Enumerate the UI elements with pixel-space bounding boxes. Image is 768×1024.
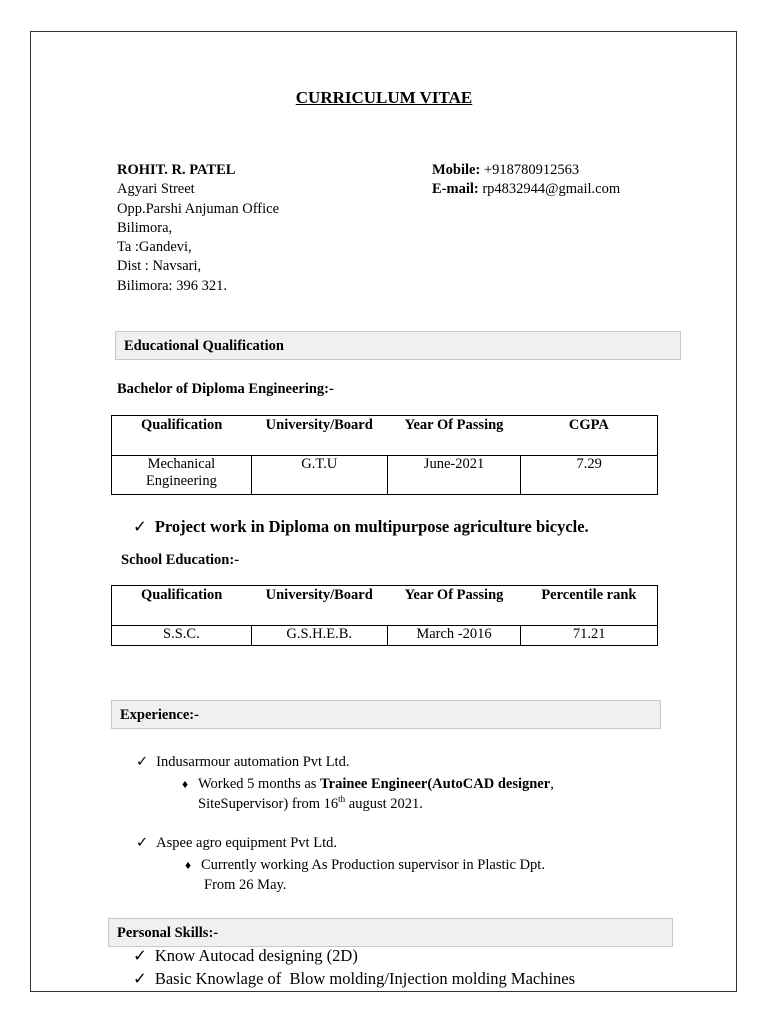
- detail-role: Trainee Engineer(AutoCAD designer: [320, 776, 551, 792]
- experience-detail: [185, 856, 545, 875]
- table-cell: 7.29: [521, 456, 658, 495]
- address-line: Ta :Gandevi,: [117, 239, 192, 256]
- table-header-cell: University/Board: [251, 416, 387, 456]
- table-row: [112, 626, 658, 646]
- email-address: rp4832944@gmail.com: [482, 181, 621, 198]
- project-text: Project work in Diploma on multipurpose agriculture bicycle.: [154, 517, 589, 536]
- checkmark-icon: ✓: [136, 835, 149, 851]
- company-name: Aspee agro equipment Pvt Ltd.: [156, 835, 337, 851]
- address-line: Opp.Parshi Anjuman Office: [117, 200, 280, 217]
- checkmark-icon: ✓: [136, 754, 149, 770]
- diamond-bullet-icon: ♦: [182, 777, 189, 791]
- experience-detail-line2: [198, 795, 423, 814]
- school-table: [111, 585, 658, 646]
- table-cell: March -2016: [387, 626, 521, 646]
- experience-item: [136, 753, 349, 772]
- checkmark-icon: ✓: [133, 517, 147, 536]
- table-header-cell: CGPA: [521, 416, 658, 456]
- skill-item: [133, 969, 575, 989]
- diamond-bullet-icon: ♦: [185, 858, 192, 872]
- address-line: Agyari Street: [117, 181, 195, 198]
- mobile-label: Mobile:: [432, 162, 481, 178]
- experience-detail-line2: From 26 May.: [204, 877, 287, 893]
- table-header-row: [112, 586, 658, 626]
- checkmark-icon: ✓: [133, 969, 147, 988]
- table-header-row: [112, 416, 658, 456]
- email-label: E-mail:: [432, 181, 479, 198]
- detail-text: SiteSupervisor) from 16: [198, 796, 339, 812]
- mobile-number: +918780912563: [483, 162, 580, 178]
- diploma-table: [111, 415, 658, 495]
- project-line: [133, 517, 589, 537]
- contact-block: [432, 161, 620, 200]
- skill-item: [133, 946, 358, 966]
- document-title: CURRICULUM VITAE: [295, 88, 473, 107]
- table-cell: June-2021: [387, 456, 521, 495]
- school-heading: School Education:-: [121, 552, 240, 568]
- detail-text: ,: [550, 776, 554, 792]
- table-cell: Mechanical Engineering: [112, 456, 252, 495]
- table-cell: G.S.H.E.B.: [251, 626, 387, 646]
- table-header-cell: Year Of Passing: [387, 586, 521, 626]
- detail-text: august 2021.: [345, 796, 423, 812]
- address-block: [117, 161, 279, 296]
- address-line: Bilimora: 396 321.: [117, 277, 227, 294]
- table-row: [112, 456, 658, 495]
- table-header-cell: Qualification: [112, 416, 252, 456]
- table-header-cell: University/Board: [251, 586, 387, 626]
- experience-item: [136, 834, 337, 853]
- mobile-line: [432, 161, 620, 180]
- diploma-heading: Bachelor of Diploma Engineering:-: [117, 381, 334, 397]
- section-education: Educational Qualification: [115, 331, 681, 360]
- address-line: Bilimora,: [117, 219, 173, 236]
- table-header-cell: Percentile rank: [521, 586, 658, 626]
- address-line: Dist : Navsari,: [117, 258, 202, 275]
- table-header-cell: Qualification: [112, 586, 252, 626]
- table-header-cell: Year Of Passing: [387, 416, 521, 456]
- company-name: Indusarmour automation Pvt Ltd.: [156, 754, 350, 770]
- section-experience: Experience:-: [111, 700, 661, 729]
- checkmark-icon: ✓: [133, 946, 147, 965]
- detail-text: Worked 5 months as: [198, 776, 321, 792]
- table-cell: S.S.C.: [112, 626, 252, 646]
- table-cell: 71.21: [521, 626, 658, 646]
- section-skills: Personal Skills:-: [108, 918, 673, 947]
- email-line: [432, 180, 620, 199]
- skill-text: Know Autocad designing (2D): [154, 946, 358, 965]
- ordinal-suffix: th: [338, 794, 346, 805]
- skill-text: Basic Knowlage of Blow molding/Injection molding Machines: [154, 969, 576, 988]
- detail-text: Currently working As Production supervisor in Plastic Dpt.: [201, 857, 545, 873]
- table-cell: G.T.U: [251, 456, 387, 495]
- experience-detail: [182, 775, 554, 794]
- candidate-name: ROHIT. R. PATEL: [117, 162, 236, 178]
